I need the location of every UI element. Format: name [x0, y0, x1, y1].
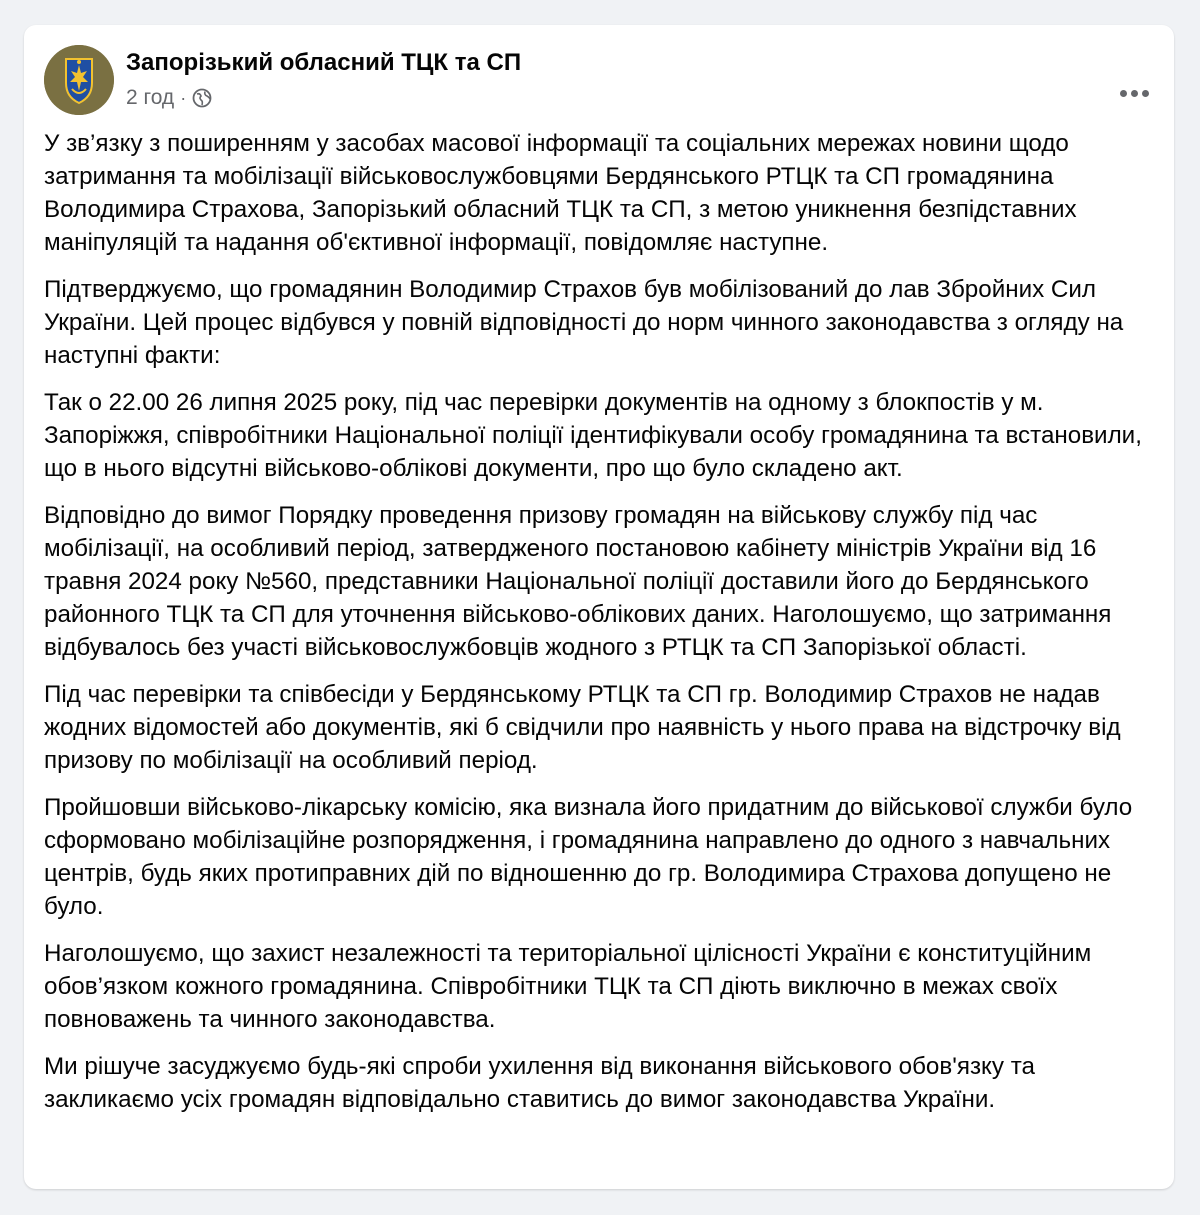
page-name-link[interactable]: Запорізький обласний ТЦК та СП	[126, 49, 522, 76]
more-horizontal-icon	[1120, 90, 1149, 97]
avatar[interactable]	[44, 45, 114, 115]
post-paragraph: Під час перевірки та співбесіди у Бердянському РТЦК та СП гр. Володимир Страхов не надав жодних відомостей або документів, які б свідчили про наявність у нього права на відстрочку від призову по мобілізації на особливий період.	[44, 681, 1121, 774]
meta-separator: ·	[180, 87, 187, 108]
globe-icon[interactable]	[192, 88, 212, 108]
coat-of-arms-icon	[44, 45, 114, 115]
post-timestamp[interactable]: 2 год	[126, 86, 175, 109]
post-body	[44, 127, 1159, 1130]
post-paragraph: Відповідно до вимог Порядку проведення призову громадян на військову службу під час мобілізації, на особливий період, затвердженого постановою кабінету міністрів України від 16 травня 2024 року №560, представники Національної поліції доставили його до Бердянського районного ТЦК та СП для уточнення військово-облікових даних. Наголошуємо, що затримання відбувалось без участі військовослужбовців жодного з РТЦК та СП Запорізької області.	[44, 502, 1112, 661]
post-card	[24, 25, 1174, 1189]
post-paragraph: У зв’язку з поширенням у засобах масової інформації та соціальних мережах новини щодо затримання та мобілізації військовослужбовцями Бердянського РТЦК та СП громадянина Володимира Страхова, Запорізький обласний ТЦК та СП, з метою уникнення безпідставних маніпуляцій та надання об'єктивної інформації, повідомляє наступне.	[44, 130, 1077, 256]
post-meta	[126, 86, 212, 110]
post-paragraph: Ми рішуче засуджуємо будь-які спроби ухилення від виконання військового обов'язку та закликаємо усіх громадян відповідально ставитись до вимог законодавства України.	[44, 1053, 1035, 1113]
post-paragraph: Наголошуємо, що захист незалежності та територіальної цілісності України є конституційним обов’язком кожного громадянина. Співробітники ТЦК та СП діють виключно в межах своїх повноважень та чинного законодавства.	[44, 940, 1092, 1033]
more-options-button[interactable]	[1114, 73, 1154, 113]
post-paragraph: Так о 22.00 26 липня 2025 року, під час перевірки документів на одному з блокпостів у м. Запоріжжя, співробітники Національної поліції ідентифікували особу громадянина та встановили, що в нього відсутні військово-облікові документи, про що було складено акт.	[44, 389, 1142, 482]
post-paragraph: Пройшовши військово-лікарську комісію, яка визнала його придатним до військової служби було сформовано мобілізаційне розпорядження, і громадянина направлено до одного з навчальних центрів, будь яких протиправних дій по відношенню до гр. Володимира Страхова допущено не було.	[44, 794, 1133, 920]
post-header	[44, 43, 1154, 115]
post-paragraph: Підтверджуємо, що громадянин Володимир Страхов був мобілізований до лав Збройних Сил України. Цей процес відбувся у повній відповідності до норм чинного законодавства з огляду на наступні факти:	[44, 276, 1124, 369]
